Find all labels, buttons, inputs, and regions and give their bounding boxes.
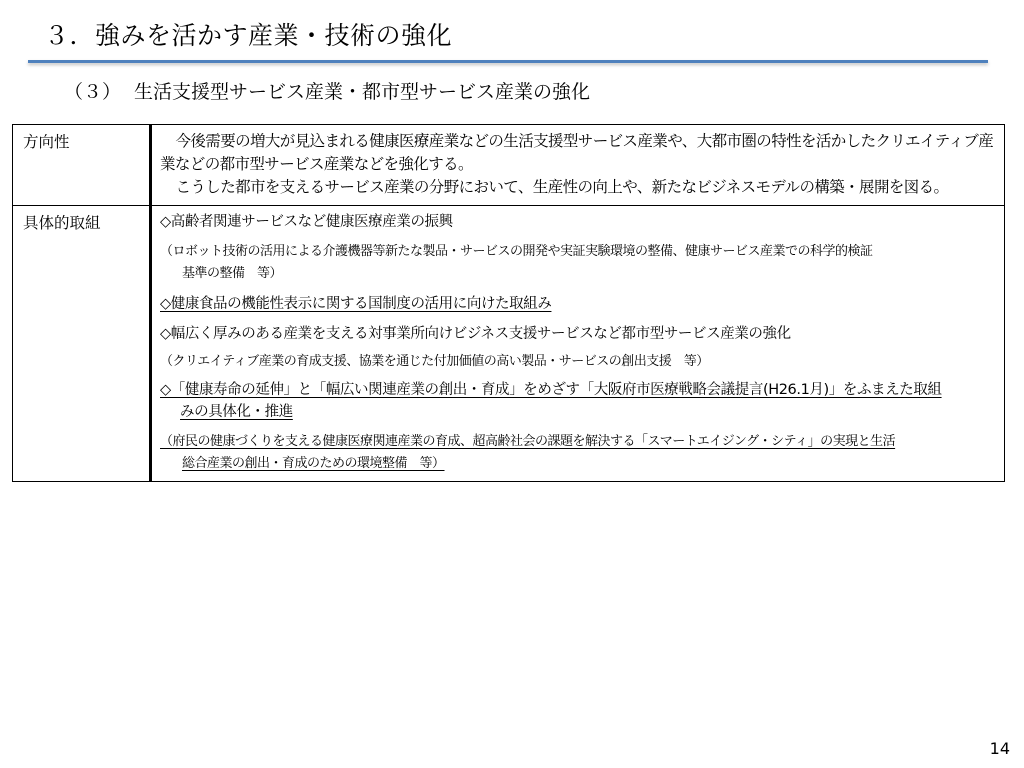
table-row-initiatives <box>13 206 1005 482</box>
table-row-direction <box>13 125 1005 206</box>
row-label-direction: 方向性 <box>13 125 151 206</box>
initiative-item <box>160 379 996 423</box>
initiative-item: ◇幅広く厚みのある産業を支える対事業所向けビジネス支援サービスなど都市型サービス産業の強化 <box>160 326 791 342</box>
direction-content <box>151 125 1005 206</box>
section-number: （３） <box>64 81 122 103</box>
row-label-initiatives: 具体的取組 <box>13 206 151 482</box>
initiative-item: ◇健康食品の機能性表示に関する国制度の活用に向けた取組み <box>160 296 552 312</box>
initiative-detail-line: 基準の整備 等） <box>182 266 283 281</box>
title-underline <box>28 60 988 63</box>
initiatives-content <box>151 206 1005 482</box>
slide-title: ３．強みを活かす産業・技術の強化 <box>44 21 453 50</box>
initiative-detail <box>160 431 996 475</box>
initiative-item-line: みの具体化・推進 <box>180 404 293 420</box>
direction-paragraph: 今後需要の増大が見込まれる健康医療産業などの生活支援型サービス産業や、大都市圏の特性を活かしたクリエイティブ産業などの都市型サービス産業などを強化する。 <box>160 132 994 173</box>
initiative-detail-line: （ロボット技術の活用による介護機器等新たな製品・サービスの開発や実証実験環境の整備、健康サービス産業での科学的検証 <box>160 244 873 259</box>
section-title: 生活支援型サービス産業・都市型サービス産業の強化 <box>134 81 591 103</box>
initiative-detail: （クリエイティブ産業の育成支援、協業を通じた付加価値の高い製品・サービスの創出支援 等） <box>160 354 709 369</box>
initiative-item-line: ◇「健康寿命の延伸」と「幅広い関連産業の創出・育成」をめざす「大阪府市医療戦略会議提言(H26.1月)」をふまえた取組 <box>160 382 942 398</box>
section-heading <box>64 78 590 106</box>
initiative-detail-line: （府民の健康づくりを支える健康医療関連産業の育成、超高齢社会の課題を解決する「スマートエイジング・シティ」の実現と生活 <box>160 434 896 449</box>
page-number: 14 <box>989 739 1010 758</box>
direction-paragraph: こうした都市を支えるサービス産業の分野において、生産性の向上や、新たなビジネスモデルの構築・展開を図る。 <box>175 178 949 196</box>
initiative-item: ◇高齢者関連サービスなど健康医療産業の振興 <box>160 214 453 230</box>
initiative-detail <box>160 241 996 285</box>
content-table <box>12 124 1005 482</box>
initiative-detail-line: 総合産業の創出・育成のための環境整備 等） <box>182 456 445 471</box>
